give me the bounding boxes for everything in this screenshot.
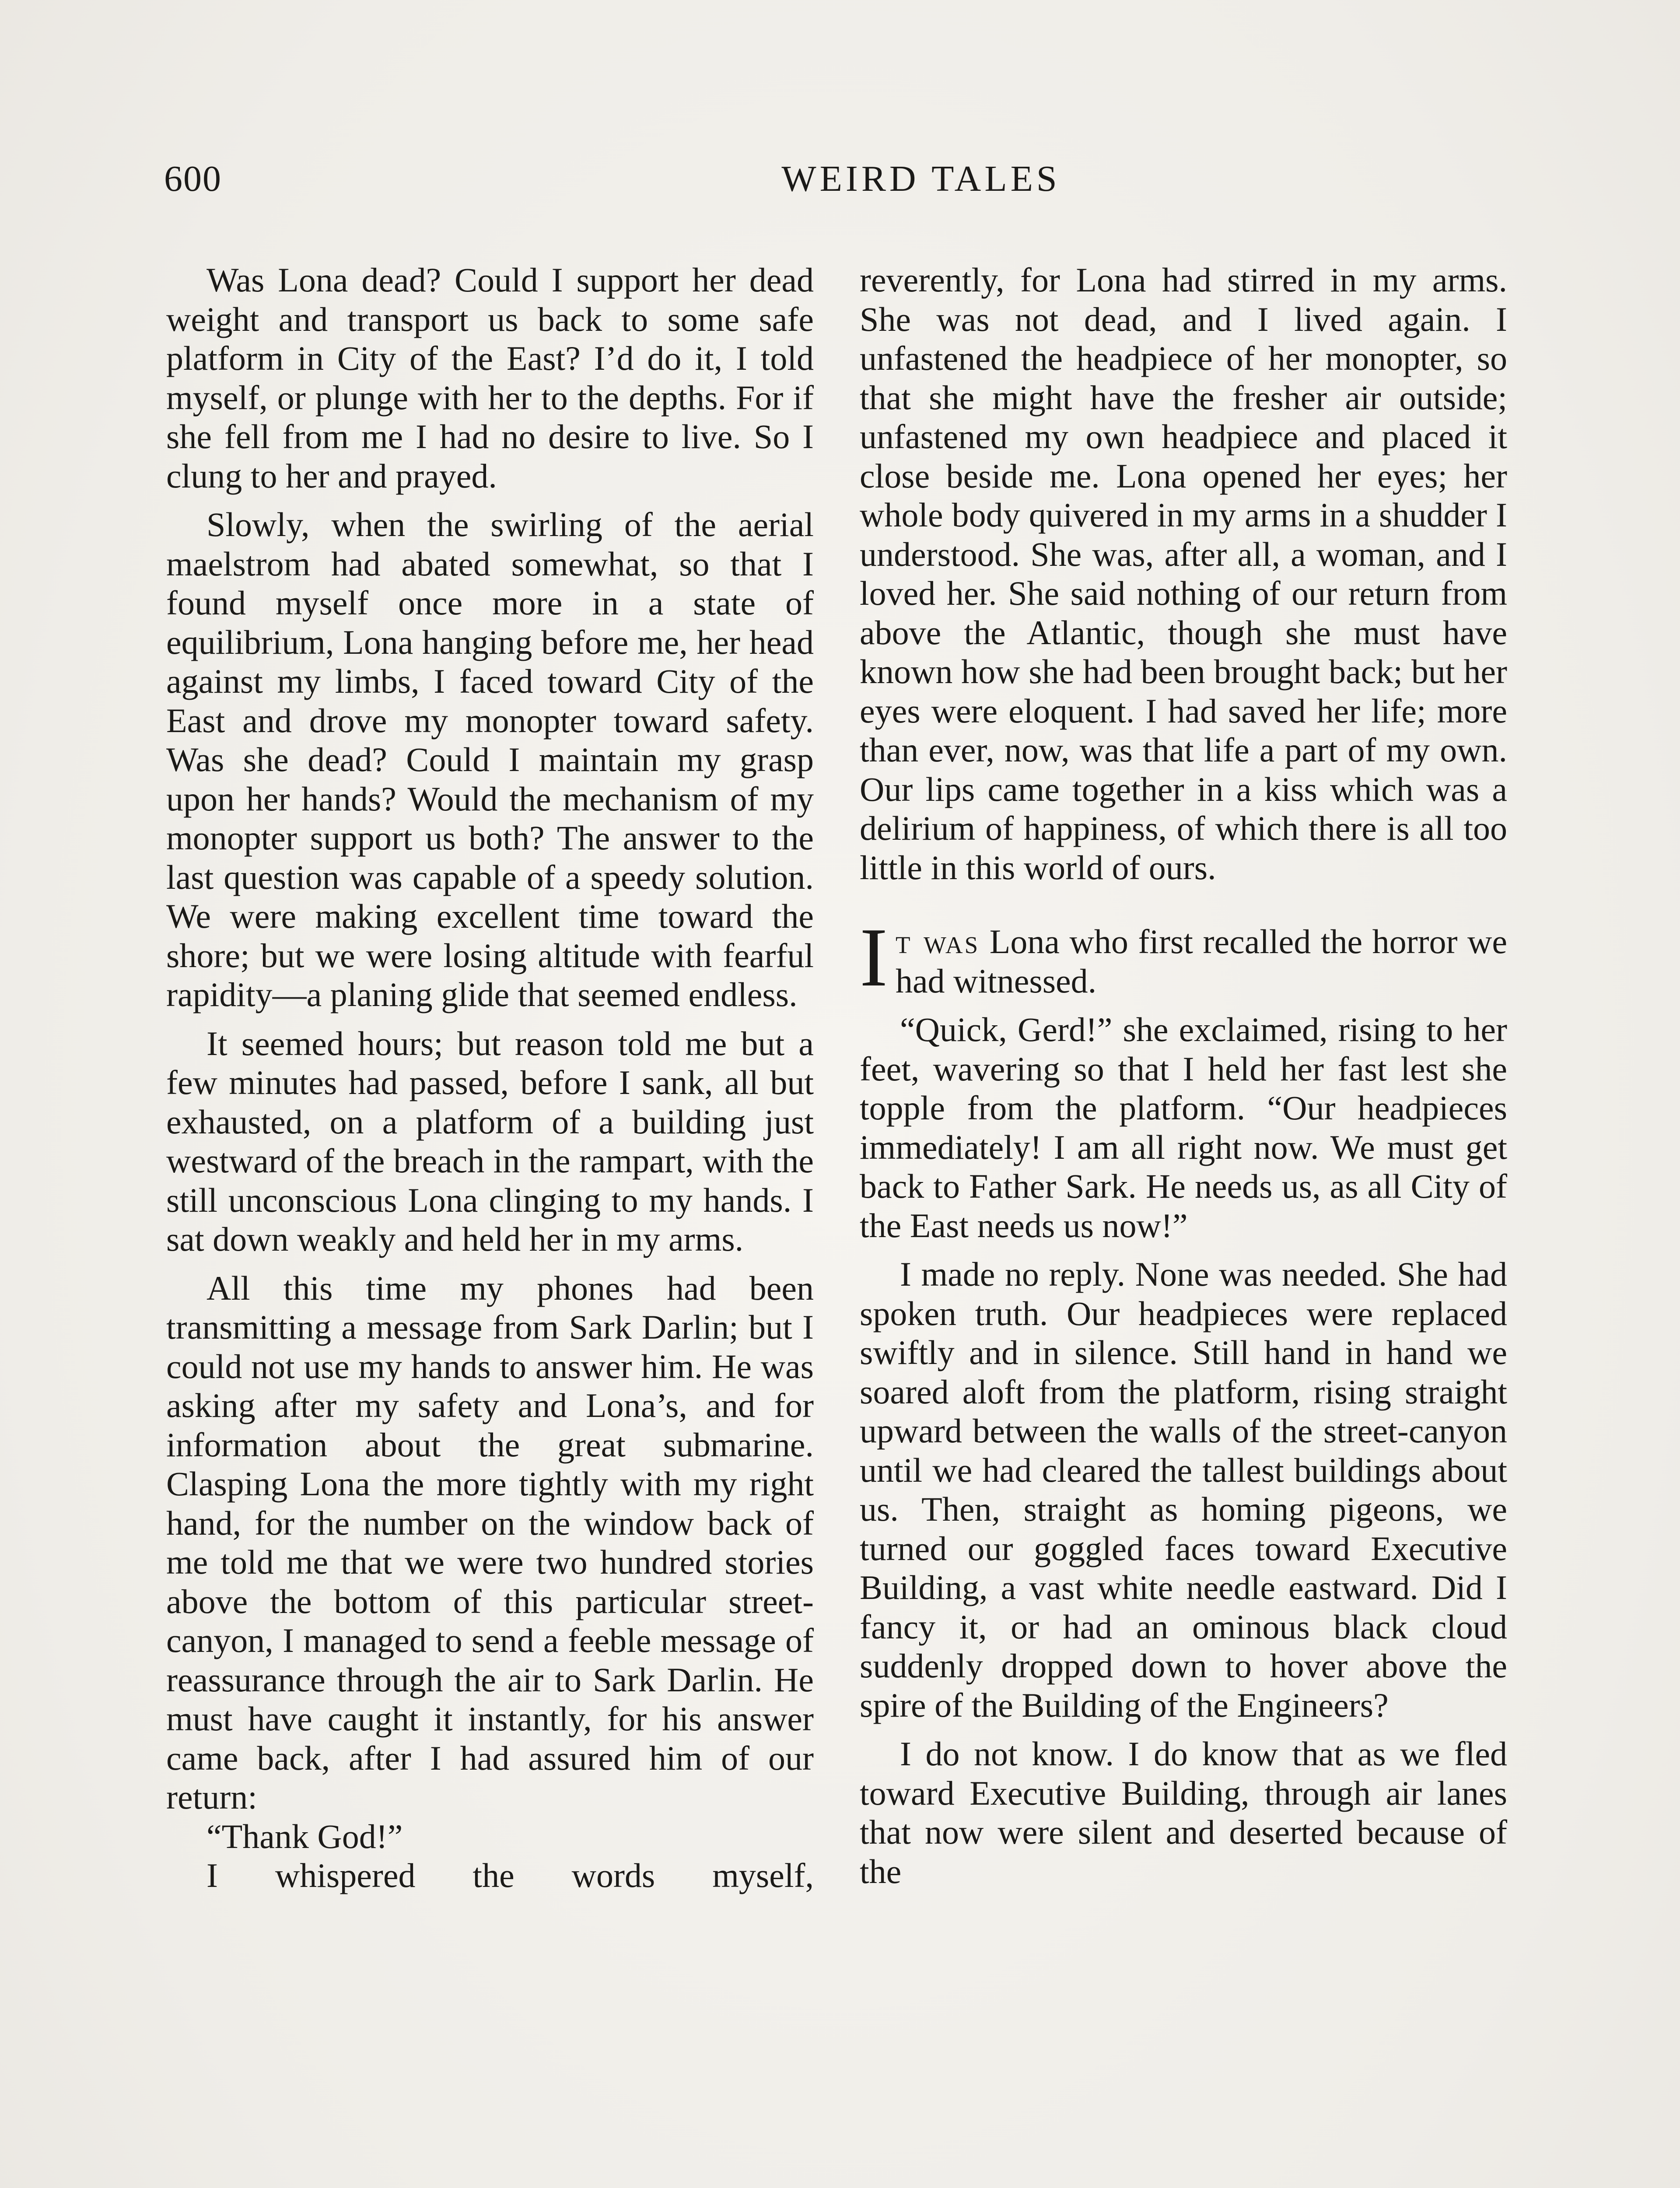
- right-column: [860, 260, 1507, 1900]
- paragraph: All this time my phones had been transmitting a message from Sark Darlin; but I could not use my hands to answer him. He was asking after my safety and Lona’s, and for information about the great submarine. Clasping Lona the more tightly with my right hand, for the number on the window back of me told me that we were two hundred stories above the bottom of this particular street-canyon, I managed to send a feeble message of reassurance through the air to Sark Darlin. He must have caught it instantly, for his answer came back, after I had assured him of our return:: [166, 1269, 814, 1816]
- paragraph-text: Lona who first recalled the horror we had witnessed.: [895, 922, 1507, 1000]
- section-opening-paragraph: [860, 911, 1507, 1004]
- page-header: [164, 158, 1516, 206]
- paragraph: It seemed hours; but reason told me but a few minutes had passed, before I sank, all but exhausted, on a platform of a building just westward of the breach in the rampart, with the still unconscious Lona clinging to my hands. I sat down weakly and held her in my arms.: [166, 1024, 814, 1258]
- left-column: [166, 260, 814, 1895]
- paragraph: “Quick, Gerd!” she exclaimed, rising to her feet, wavering so that I held her fast lest she topple from the platform. “Our headpieces immediately! I am all right now. We must get back to Father Sark. He needs us, as all City of the East needs us now!”: [860, 1010, 1507, 1245]
- paragraph: I made no reply. None was needed. She had spoken truth. Our headpieces were replaced swiftly and in silence. Still hand in hand we soared aloft from the platform, rising straight upward between the walls of the street-canyon until we had cleared the tallest buildings about us. Then, straight as homing pigeons, we turned our goggled faces toward Executive Building, a vast white needle eastward. Did I fancy it, or had an ominous black cloud suddenly dropped down to hover above the spire of the Building of the Engineers?: [860, 1255, 1507, 1724]
- page-number: 600: [164, 158, 222, 199]
- drop-cap: I: [860, 911, 888, 1004]
- paragraph: Was Lona dead? Could I support her dead weight and transport us back to some safe platform in City of the East? I’d do it, I told myself, or plunge with her to the depths. For if she fell from me I had no desire to live. So I clung to her and prayed.: [166, 261, 814, 495]
- paragraph: I do not know. I do know that as we fled toward Executive Building, through air lanes that now were silent and deserted because of the: [860, 1735, 1507, 1890]
- paragraph: I whispered the words myself,: [206, 1856, 814, 1894]
- small-caps-lead: t was: [895, 922, 980, 961]
- paragraph: Slowly, when the swirling of the aerial maelstrom had abated somewhat, so that I found myself once more in a state of equilibrium, Lona hanging before me, her head against my limbs, I faced toward City of the East and drove my monopter toward safety. Was she dead? Could I maintain my grasp upon her hands? Would the mechanism of my monopter support us both? The answer to the last question was capable of a speedy solution. We were making excellent time toward the shore; but we were losing altitude with fearful rapidity—a planing glide that seemed endless.: [166, 505, 814, 1013]
- paragraph: “Thank God!”: [206, 1817, 403, 1855]
- paragraph: reverently, for Lona had stirred in my arms. She was not dead, and I lived again. I unfastened the headpiece of her monopter, so that she might have the fresher air outside; unfastened my own headpiece and placed it close beside me. Lona opened her eyes; her whole body quivered in my arms in a shudder I understood. She was, after all, a woman, and I loved her. She said nothing of our return from above the Atlantic, though she must have known how she had been brought back; but her eyes were eloquent. I had saved her life; more than ever, now, was that life a part of my own. Our lips came together in a kiss which was a delirium of happiness, of which there is all too little in this world of ours.: [860, 261, 1507, 887]
- running-head: WEIRD TALES: [781, 158, 1060, 199]
